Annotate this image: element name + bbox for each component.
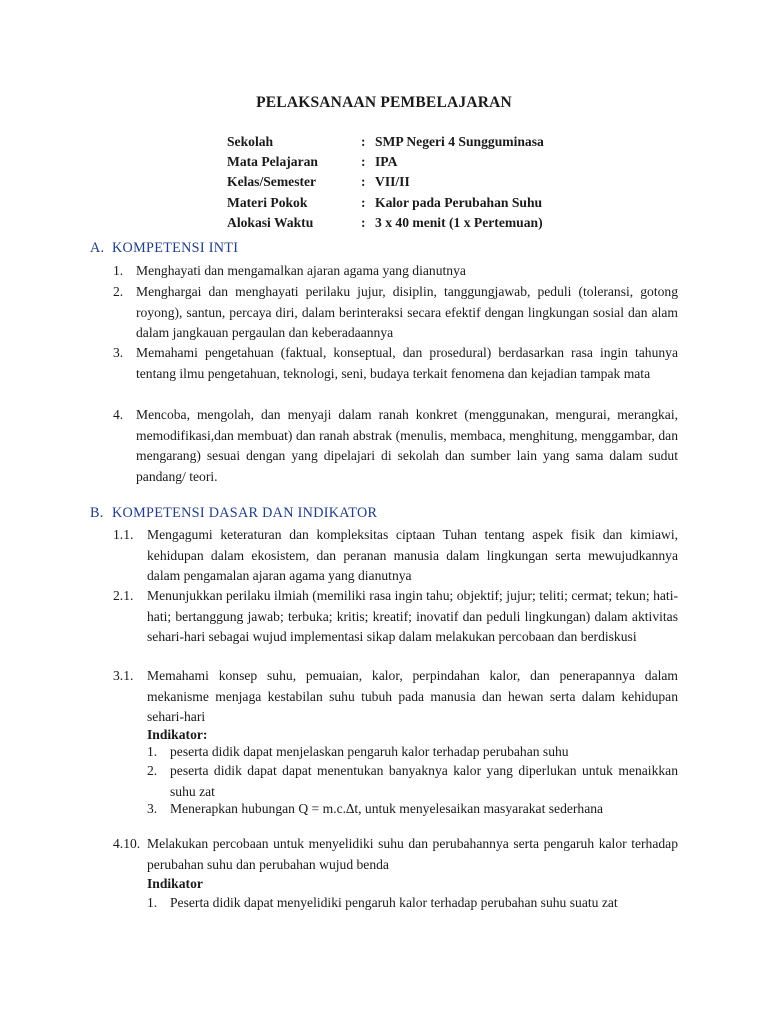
section-heading-text: KOMPETENSI DASAR DAN INDIKATOR <box>112 505 378 521</box>
list-item <box>113 261 678 282</box>
item-number: 1. <box>147 895 158 910</box>
info-colon: : <box>361 154 366 170</box>
item-number: 4.10. <box>113 836 141 851</box>
item-number: 1.1. <box>113 527 134 542</box>
info-row <box>227 193 544 213</box>
info-label: Sekolah <box>227 134 274 149</box>
item-number: 3. <box>113 345 124 360</box>
item-number: 2.1. <box>113 588 134 603</box>
page-title: PELAKSANAAN PEMBELAJARAN <box>256 94 512 111</box>
info-value: SMP Negeri 4 Sungguminasa <box>375 134 544 149</box>
kd-item <box>113 586 678 648</box>
item-text: Peserta didik dapat menyelidiki pengaruh kalor terhadap perubahan suhu suatu zat <box>170 895 618 910</box>
info-row <box>227 172 544 192</box>
info-colon: : <box>361 174 366 190</box>
section-a-heading <box>90 240 238 257</box>
info-label: Alokasi Waktu <box>227 214 314 230</box>
list-item <box>113 405 678 487</box>
item-text: peserta didik dapat menjelaskan pengaruh kalor terhadap perubahan suhu <box>170 744 569 759</box>
info-value: 3 x 40 menit (1 x Pertemuan) <box>375 214 543 230</box>
section-letter: B. <box>90 505 104 521</box>
info-table <box>227 132 544 233</box>
info-colon: : <box>361 194 366 210</box>
item-text: Menghayati dan mengamalkan ajaran agama yang dianutnya <box>136 263 466 278</box>
item-number: 3.1. <box>113 668 134 683</box>
indikator-title: Indikator <box>147 876 203 891</box>
info-value: Kalor pada Perubahan Suhu <box>375 194 543 210</box>
list-item <box>113 282 678 344</box>
info-value: VII/II <box>375 174 410 190</box>
kd-item <box>113 525 678 587</box>
info-colon: : <box>361 134 366 149</box>
indikator-title: Indikator: <box>147 727 208 742</box>
info-row <box>227 132 544 152</box>
item-text: peserta didik dapat dapat menentukan banyaknya kalor yang diperlukan untuk menaikkan suhu zat <box>170 763 678 799</box>
item-number: 4. <box>113 407 124 422</box>
item-text: Melakukan percobaan untuk menyelidiki suhu dan perubahannya serta pengaruh kalor terhadap perubahan suhu dan perubahan wujud benda <box>147 836 678 872</box>
info-label: Materi Pokok <box>227 194 308 210</box>
kd-item <box>113 666 678 728</box>
info-label: Mata Pelajaran <box>227 154 318 170</box>
indikator-item <box>147 893 678 914</box>
info-value: IPA <box>375 154 398 170</box>
list-item <box>113 343 678 384</box>
item-number: 2. <box>147 763 158 778</box>
info-label: Kelas/Semester <box>227 174 317 190</box>
item-number: 3. <box>147 801 158 816</box>
item-number: 1. <box>147 744 158 759</box>
section-heading-text: KOMPETENSI INTI <box>112 240 239 256</box>
indikator-item <box>147 742 678 763</box>
section-letter: A. <box>90 240 105 256</box>
item-text: Menghargai dan menghayati perilaku jujur, disiplin, tanggungjawab, peduli (toleransi, gotong royong), santun, percaya diri, dalam berinteraksi secara efektif dengan lingkungan sosial dan alam dalam jangkauan pergaulan dan keberadaannya <box>136 284 678 341</box>
kd-item <box>113 834 678 875</box>
indikator-item <box>147 799 678 820</box>
item-text: Menunjukkan perilaku ilmiah (memiliki rasa ingin tahu; objektif; jujur; teliti; cermat; tekun; hati-hati; bertanggung jawab; terbuka; kritis; kreatif; inovatif dan peduli lingkungan) dalam aktivitas sehari-hari sebagai wujud implementasi sikap dalam melakukan percobaan dan berdiskusi <box>147 588 678 645</box>
info-row <box>227 213 544 233</box>
item-text: Memahami pengetahuan (faktual, konseptual, dan prosedural) berdasarkan rasa ingin tahunya tentang ilmu pengetahuan, teknologi, seni, budaya terkait fenomena dan kejadian tampak mata <box>136 345 678 381</box>
item-text: Menerapkan hubungan Q = m.c.∆t, untuk menyelesaikan masyarakat sederhana <box>170 801 604 816</box>
indikator-item <box>147 761 678 802</box>
section-b-heading <box>90 505 377 522</box>
item-text: Memahami konsep suhu, pemuaian, kalor, perpindahan kalor, dan penerapannya dalam mekanisme menjaga kestabilan suhu tubuh pada manusia dan hewan serta dalam kehidupan sehari-hari <box>147 668 678 725</box>
info-colon: : <box>361 214 366 230</box>
item-text: Mencoba, mengolah, dan menyaji dalam ranah konkret (menggunakan, mengurai, merangkai, memodifikasi,dan membuat) dan ranah abstrak (menulis, membaca, menghitung, menggambar, dan mengarang) sesuai dengan yang dipelajari di sekolah dan sumber lain yang sama dalam sudut pandang/ teori. <box>136 407 678 484</box>
info-row <box>227 152 544 172</box>
item-number: 2. <box>113 284 124 299</box>
item-number: 1. <box>113 263 124 278</box>
item-text: Mengagumi keteraturan dan kompleksitas ciptaan Tuhan tentang aspek fisik dan kimiawi, kehidupan dalam ekosistem, dan peranan manusia dalam lingkungan serta mewujudkannya dalam pengamalan ajaran agama yang dianutnya <box>147 527 678 584</box>
